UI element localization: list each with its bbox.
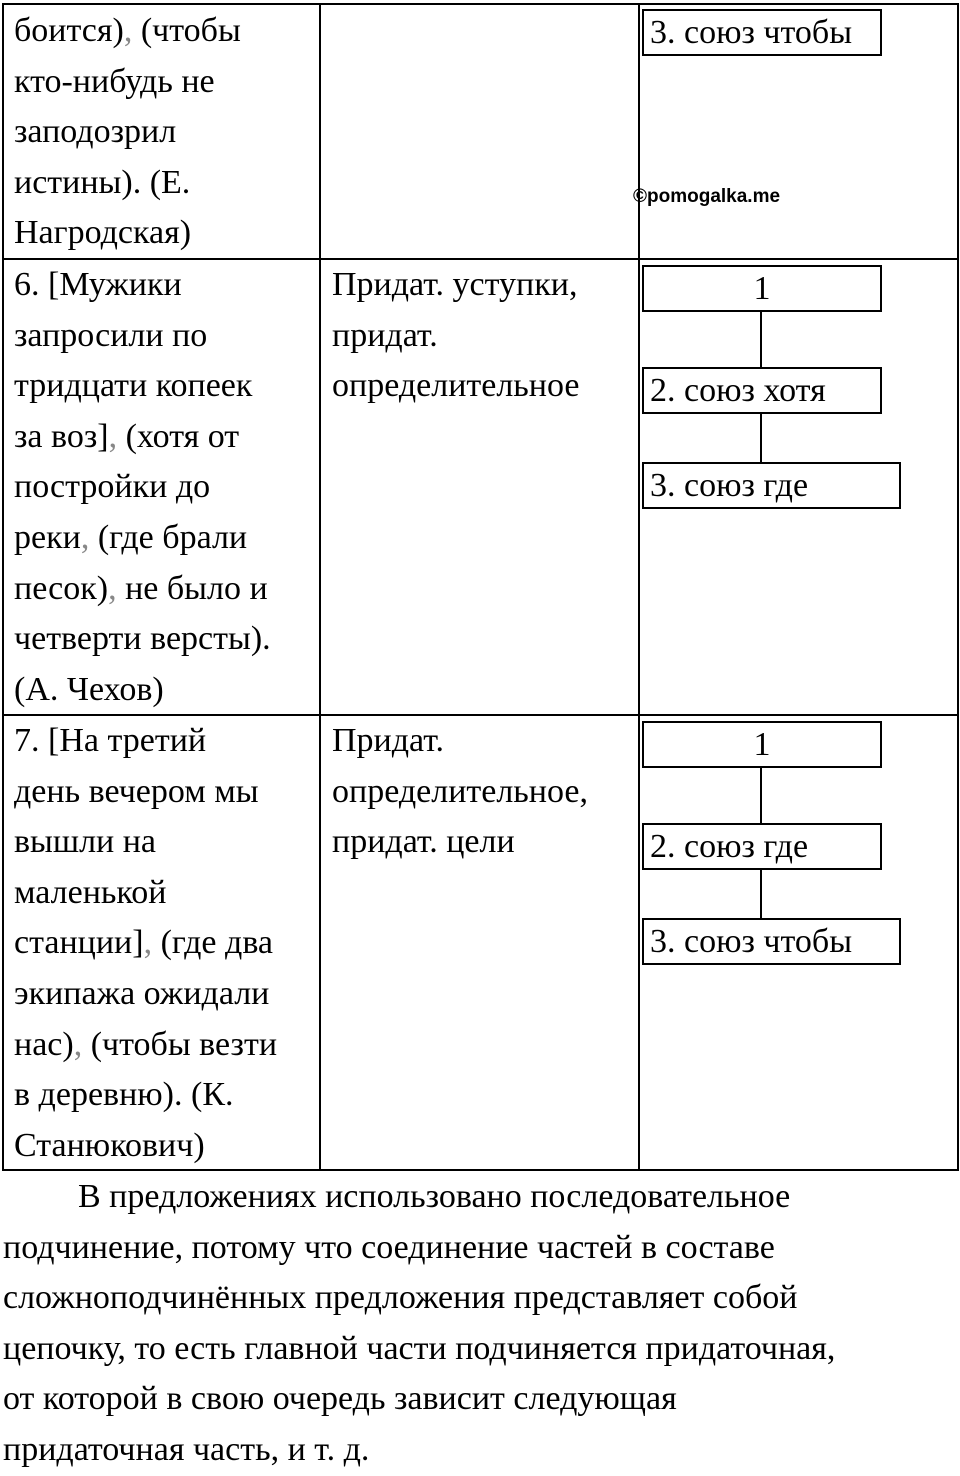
column-divider [2,3,4,1171]
scheme-box: 3. союз где [642,462,901,509]
clause-type-line: определительное [332,367,580,405]
clause-type-cell [332,716,588,868]
sentence-line [14,260,271,311]
sentence-line [14,564,271,615]
sentence-cell [14,716,277,1171]
sentence-fragment: нас) [14,1025,74,1063]
sentence-fragment: в деревню). (К. [14,1076,234,1114]
scheme-box-main: 1 [642,721,882,768]
sentence-fragment: реки [14,518,81,556]
sentence-line [14,6,241,57]
sentence-fragment: маленькой [14,873,167,911]
sentence-fragment: боится) [14,12,124,49]
sentence-cell [14,260,271,715]
sentence-fragment: станции] [14,924,144,962]
clause-type-line: придат. [332,316,438,354]
clause-type-line: Придат. уступки, [332,266,578,303]
sentence-line [14,513,271,564]
sentence-line [14,716,277,767]
sentence-fragment: (чтобы везти [82,1025,278,1063]
sentence-line [14,158,241,209]
sentence-fragment: Станюкович) [14,1126,205,1164]
punctuation-comma: , [73,1025,83,1063]
sentence-fragment: Нагродская) [14,214,192,252]
paragraph-line: В предложениях использовано последовательное [78,1178,791,1215]
sentence-fragment: (где брали [89,518,248,556]
sentence-line [14,107,241,158]
sentence-fragment: день вечером мы [14,772,259,810]
sentence-fragment: (где два [152,924,274,962]
punctuation-comma: , [108,569,117,607]
column-divider [319,3,321,1171]
clause-type-line: определительное, [332,772,589,810]
sentence-fragment: 6. [Мужики [14,266,182,303]
scheme-box: 3. союз чтобы [642,918,901,965]
sentence-line [14,208,241,259]
paragraph-line: от которой в свою очередь зависит следующая [3,1380,677,1418]
scheme-box: 2. союз где [642,823,882,870]
sentence-line [14,817,277,868]
clause-type-line: Придат. [332,722,445,759]
sentence-fragment: не было и [116,569,268,607]
sentence-fragment: экипажа ожидали [14,974,270,1012]
scheme-connector [760,412,762,462]
sentence-line [14,665,271,716]
column-divider [638,3,640,1171]
sentence-fragment: истины). (Е. [14,163,191,201]
punctuation-comma: , [80,518,90,556]
sentence-fragment: заподозрил [14,113,177,151]
scheme-box: 2. союз хотя [642,367,882,414]
scheme-box-main: 1 [642,265,882,312]
sentence-line [14,614,271,665]
watermark: ©pomogalka.me [633,186,781,207]
explanation-paragraph [3,1172,958,1476]
paragraph-line: сложноподчинённых предложения представляет собой [3,1279,798,1317]
table-top-border [2,3,959,5]
scheme-connector [760,766,762,823]
punctuation-comma: , [108,417,118,455]
sentence-fragment: (хотя от [117,417,240,455]
sentence-line [14,462,271,513]
punctuation-comma: , [123,12,133,49]
sentence-fragment: за воз] [14,417,109,455]
sentence-fragment: запросили по [14,316,208,354]
sentence-line [14,311,271,362]
scheme-connector [760,868,762,918]
sentence-line [14,361,271,412]
column-divider [957,3,959,1171]
sentence-line [14,1070,277,1121]
sentence-fragment: (А. Чехов) [14,670,164,708]
sentence-fragment: песок) [14,569,109,607]
paragraph-line: подчинение, потому что соединение частей в составе [3,1228,775,1266]
sentence-fragment: постройки до [14,468,211,506]
sentence-line [14,412,271,463]
sentence-fragment: кто-нибудь не [14,62,215,100]
scheme-connector [760,310,762,367]
sentence-cell [14,6,241,259]
sentence-line [14,918,277,969]
sentence-line [14,969,277,1020]
sentence-line [14,1020,277,1071]
clause-type-line: придат. цели [332,823,515,861]
sentence-line [14,1121,277,1172]
sentence-fragment: тридцати копеек [14,367,253,405]
paragraph-line: придаточная часть, и т. д. [3,1430,370,1468]
sentence-line [14,57,241,108]
punctuation-comma: , [143,924,153,962]
sentence-line [14,767,277,818]
sentence-line [14,868,277,919]
sentence-fragment: 7. [На третий [14,722,207,759]
sentence-fragment: вышли на [14,823,157,861]
scheme-box: 3. союз чтобы [642,9,882,56]
paragraph-line: цепочку, то есть главной части подчиняется придаточная, [3,1329,836,1367]
sentence-fragment: четверти версты). [14,620,271,658]
sentence-fragment: (чтобы [132,12,241,49]
clause-type-cell [332,260,580,412]
